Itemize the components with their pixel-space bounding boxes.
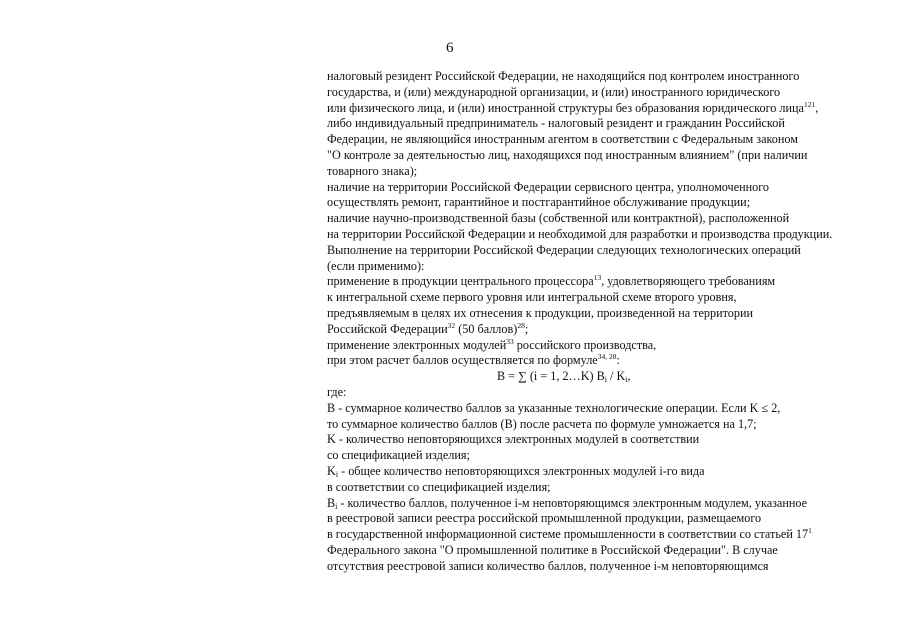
text-line: в государственной информационной системе промышленности в соответствии со статьей $17^1$ bbox=[327, 526, 812, 542]
text-line: (если применимо): bbox=[327, 258, 425, 273]
footnote-ref: 13 bbox=[593, 273, 602, 283]
text-line: к интегральной схеме первого уровня или интегральной схеме второго уровня, bbox=[327, 290, 737, 305]
text-line: В - суммарное количество баллов за указанные технологические операции. Если K ≤ 2, bbox=[327, 400, 781, 415]
text-line: наличие научно-производственной базы (собственной или контрактной), расположенной bbox=[327, 211, 790, 226]
text-line: на территории Российской Федерации и необходимой для разработки и производства продукции. bbox=[327, 226, 833, 241]
subscript: i bbox=[335, 469, 339, 479]
footnote-ref: 32 bbox=[447, 320, 456, 330]
text-line: со спецификацией изделия; bbox=[327, 448, 470, 463]
text-line: налоговый резидент Российской Федерации, не находящийся под контролем иностранного bbox=[327, 69, 800, 83]
subscript: i bbox=[604, 375, 607, 385]
text-line: $B_i$ - количество баллов, полученное i-м неповторяющимся электронным модулем, указанное bbox=[327, 495, 808, 511]
text-line: осуществлять ремонт, гарантийное и постгарантийное обслуживание продукции; bbox=[327, 195, 751, 210]
formula-line: В = ∑ (i = 1, 2…K) $B_i / K_i$, bbox=[497, 369, 631, 385]
text-line: государства, и (или) международной организации, и (или) иностранного юридического bbox=[327, 84, 781, 99]
text-line: Выполнение на территории Российской Федерации следующих технологических операций bbox=[327, 242, 801, 257]
subscript: i bbox=[625, 375, 628, 385]
document-body bbox=[327, 69, 867, 575]
text-line: отсутствия реестровой записи количество баллов, полученное i-м неповторяющимся bbox=[327, 558, 769, 573]
text-line: в реестровой записи реестра российской промышленной продукции, размещаемого bbox=[327, 511, 762, 526]
text-line: применение электронных модулей$^{33}$ российского производства, bbox=[327, 336, 657, 352]
subscript: i bbox=[335, 501, 338, 511]
text-line: Российской Федерации$^{32}$ (50 баллов)$^{28}$; bbox=[327, 320, 529, 336]
text-line: наличие на территории Российской Федерации сервисного центра, уполномоченного bbox=[327, 179, 770, 194]
footnote-ref: 12 bbox=[803, 99, 812, 109]
text-line: то суммарное количество баллов (В) после расчета по формуле умножается на 1,7; bbox=[327, 416, 757, 431]
text-line: Федерации, не являющийся иностранным агентом в соответствии с Федеральным законом bbox=[327, 132, 798, 147]
text-line: либо индивидуальный предприниматель - налоговый резидент и гражданин Российской bbox=[327, 116, 785, 131]
page-number: 6 bbox=[446, 40, 454, 56]
text-line: при этом расчет баллов осуществляется по формуле$^{34, 28}$: bbox=[327, 352, 620, 368]
footnote-ref: 1 bbox=[811, 99, 816, 109]
footnote-ref: 34, 28 bbox=[597, 352, 617, 362]
text-line: "О контроле за деятельностью лиц, находящихся под иностранным влиянием" (при наличии bbox=[327, 147, 808, 162]
footnote-ref: 33 bbox=[506, 336, 514, 346]
text-line: Федерального закона "О промышленной политике в Российской Федерации". В случае bbox=[327, 542, 778, 557]
text-line: товарного знака); bbox=[327, 163, 418, 178]
footnote-ref: 28 bbox=[517, 320, 525, 330]
text-line: применение в продукции центрального процессора$^{13}$, удовлетворяющего требованиям bbox=[327, 273, 776, 289]
text-line: где: bbox=[327, 384, 347, 399]
text-line: или физического лица, и (или) иностранной структуры без образования юридического лица$^{121}$, bbox=[327, 99, 819, 115]
text-line: $K_i$ - общее количество неповторяющихся электронных модулей i-го вида bbox=[327, 463, 705, 479]
text-line: предъявляемым в целях их отнесения к продукции, произведенной на территории bbox=[327, 305, 754, 320]
footnote-ref: 1 bbox=[808, 526, 812, 536]
text-line: K - количество неповторяющихся электронных модулей в соответствии bbox=[327, 432, 700, 447]
text-line: в соответствии со спецификацией изделия; bbox=[327, 479, 551, 494]
